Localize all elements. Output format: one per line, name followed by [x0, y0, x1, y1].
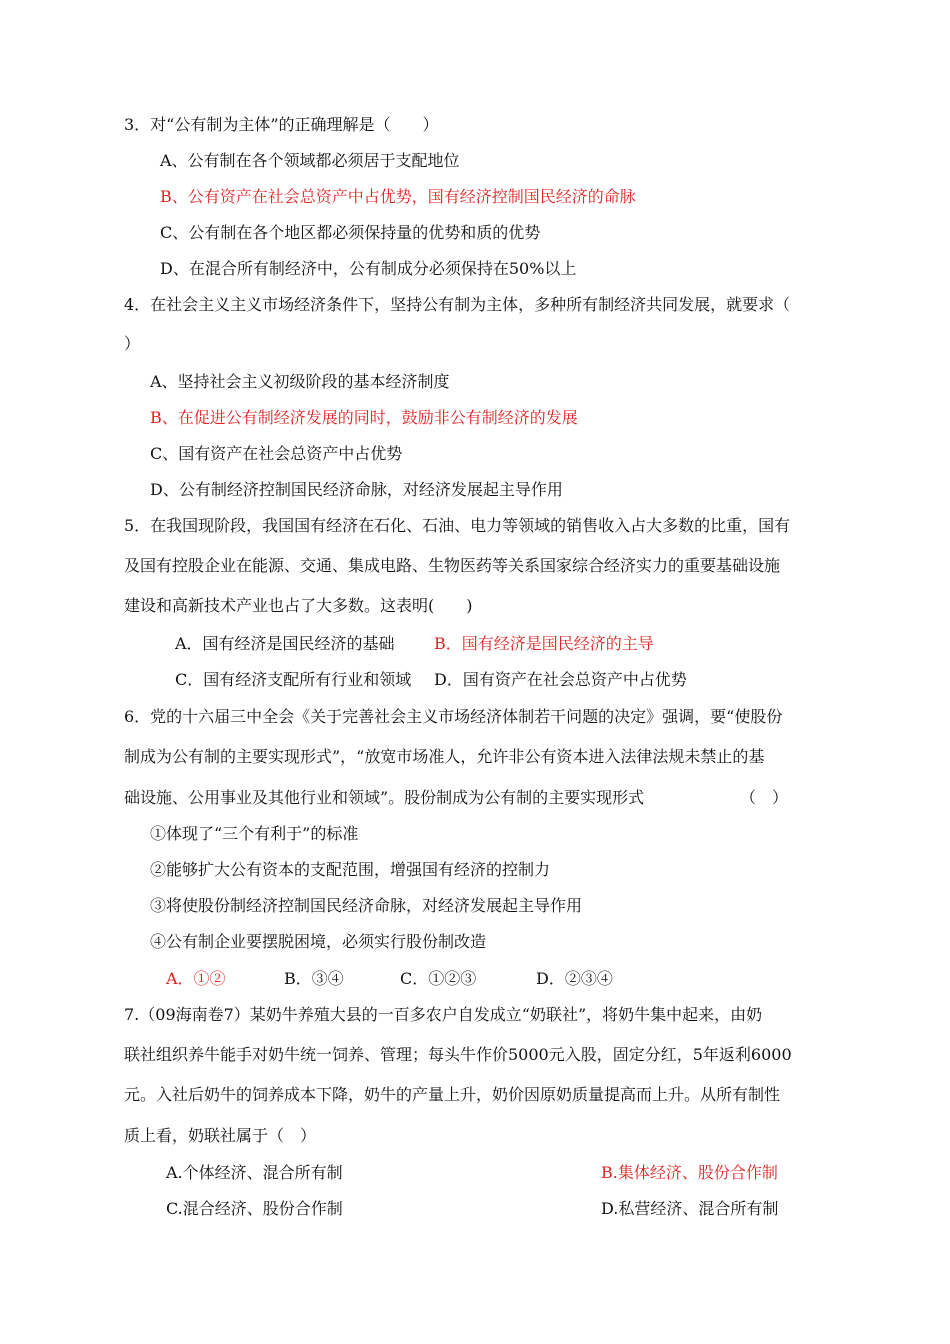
q7-stem-line3: 元。入社后奶牛的饲养成本下降，奶牛的产量上升，奶价因原奶质量提高而上升。从所有制性 — [124, 1085, 781, 1104]
q6-stem-paren: （ ） — [740, 788, 789, 807]
q5-option-c: C．国有经济支配所有行业和领域 — [175, 670, 412, 689]
q6-item-4: ④公有制企业要摆脱困境，必须实行股份制改造 — [150, 932, 487, 951]
q6-item-2: ②能够扩大公有资本的支配范围，增强国有经济的控制力 — [150, 860, 551, 879]
q7-stem-line1: 7.（09海南卷7）某奶牛养殖大县的一百多农户自发成立“奶联社”，将奶牛集中起来，由奶 — [124, 1005, 763, 1024]
q5-stem-line3: 建设和高新技术产业也占了大多数。这表明( ) — [124, 596, 473, 615]
q7-stem-line4: 质上看，奶联社属于（ ） — [124, 1126, 317, 1145]
q4-option-c: C、国有资产在社会总资产中占优势 — [150, 444, 403, 463]
q6-stem-line2: 制成为公有制的主要实现形式”，“放宽市场准人，允许非公有资本进入法律法规未禁止的基 — [124, 747, 765, 766]
q4-option-b-answer: B、在促进公有制经济发展的同时，鼓励非公有制经济的发展 — [150, 408, 578, 427]
q6-option-a-answer: A．①② — [166, 969, 226, 988]
q6-item-3: ③将使股份制经济控制国民经济命脉，对经济发展起主导作用 — [150, 896, 583, 915]
q5-stem-line2: 及国有控股企业在能源、交通、集成电路、生物医药等关系国家综合经济实力的重要基础设施 — [124, 556, 781, 575]
q3-stem: 3．对“公有制为主体”的正确理解是（ ） — [124, 115, 439, 134]
q3-option-d: D、在混合所有制经济中，公有制成分必须保持在50%以上 — [160, 259, 577, 278]
q6-item-1: ①体现了“三个有利于”的标准 — [150, 824, 359, 843]
q6-option-c: C．①②③ — [400, 969, 477, 988]
q7-option-b-answer: B.集体经济、股份合作制 — [601, 1163, 778, 1182]
q6-option-b: B．③④ — [284, 969, 344, 988]
q4-stem-line1: 4．在社会主义主义市场经济条件下，坚持公有制为主体，多种所有制经济共同发展，就要求（ — [124, 295, 791, 314]
q4-option-d: D、公有制经济控制国民经济命脉，对经济发展起主导作用 — [150, 480, 563, 499]
q6-stem-line3: 础设施、公用事业及其他行业和领域”。股份制成为公有制的主要实现形式 — [124, 788, 645, 807]
q7-option-d: D.私营经济、混合所有制 — [601, 1199, 779, 1218]
q5-option-d: D．国有资产在社会总资产中占优势 — [434, 670, 687, 689]
q6-stem-line1: 6．党的十六届三中全会《关于完善社会主义市场经济体制若干问题的决定》强调，要“使股份 — [124, 707, 783, 726]
q7-stem-line2: 联社组织养牛能手对奶牛统一饲养、管理；每头牛作价5000元入股，固定分红，5年返利6000 — [124, 1045, 792, 1064]
q4-stem-line2: ） — [124, 334, 141, 353]
q5-stem-line1: 5．在我国现阶段，我国国有经济在石化、石油、电力等领域的销售收入占大多数的比重，国有 — [124, 516, 791, 535]
q4-option-a: A、坚持社会主义初级阶段的基本经济制度 — [150, 372, 450, 391]
q3-option-a: A、公有制在各个领域都必须居于支配地位 — [160, 151, 460, 170]
q6-option-d: D．②③④ — [536, 969, 613, 988]
q3-option-b-answer: B、公有资产在社会总资产中占优势，国有经济控制国民经济的命脉 — [160, 187, 636, 206]
q7-option-c: C.混合经济、股份合作制 — [166, 1199, 343, 1218]
q5-option-b-answer: B．国有经济是国民经济的主导 — [434, 634, 654, 653]
q3-option-c: C、公有制在各个地区都必须保持量的优势和质的优势 — [160, 223, 541, 242]
q5-option-a: A．国有经济是国民经济的基础 — [175, 634, 395, 653]
q7-option-a: A.个体经济、混合所有制 — [166, 1163, 343, 1182]
